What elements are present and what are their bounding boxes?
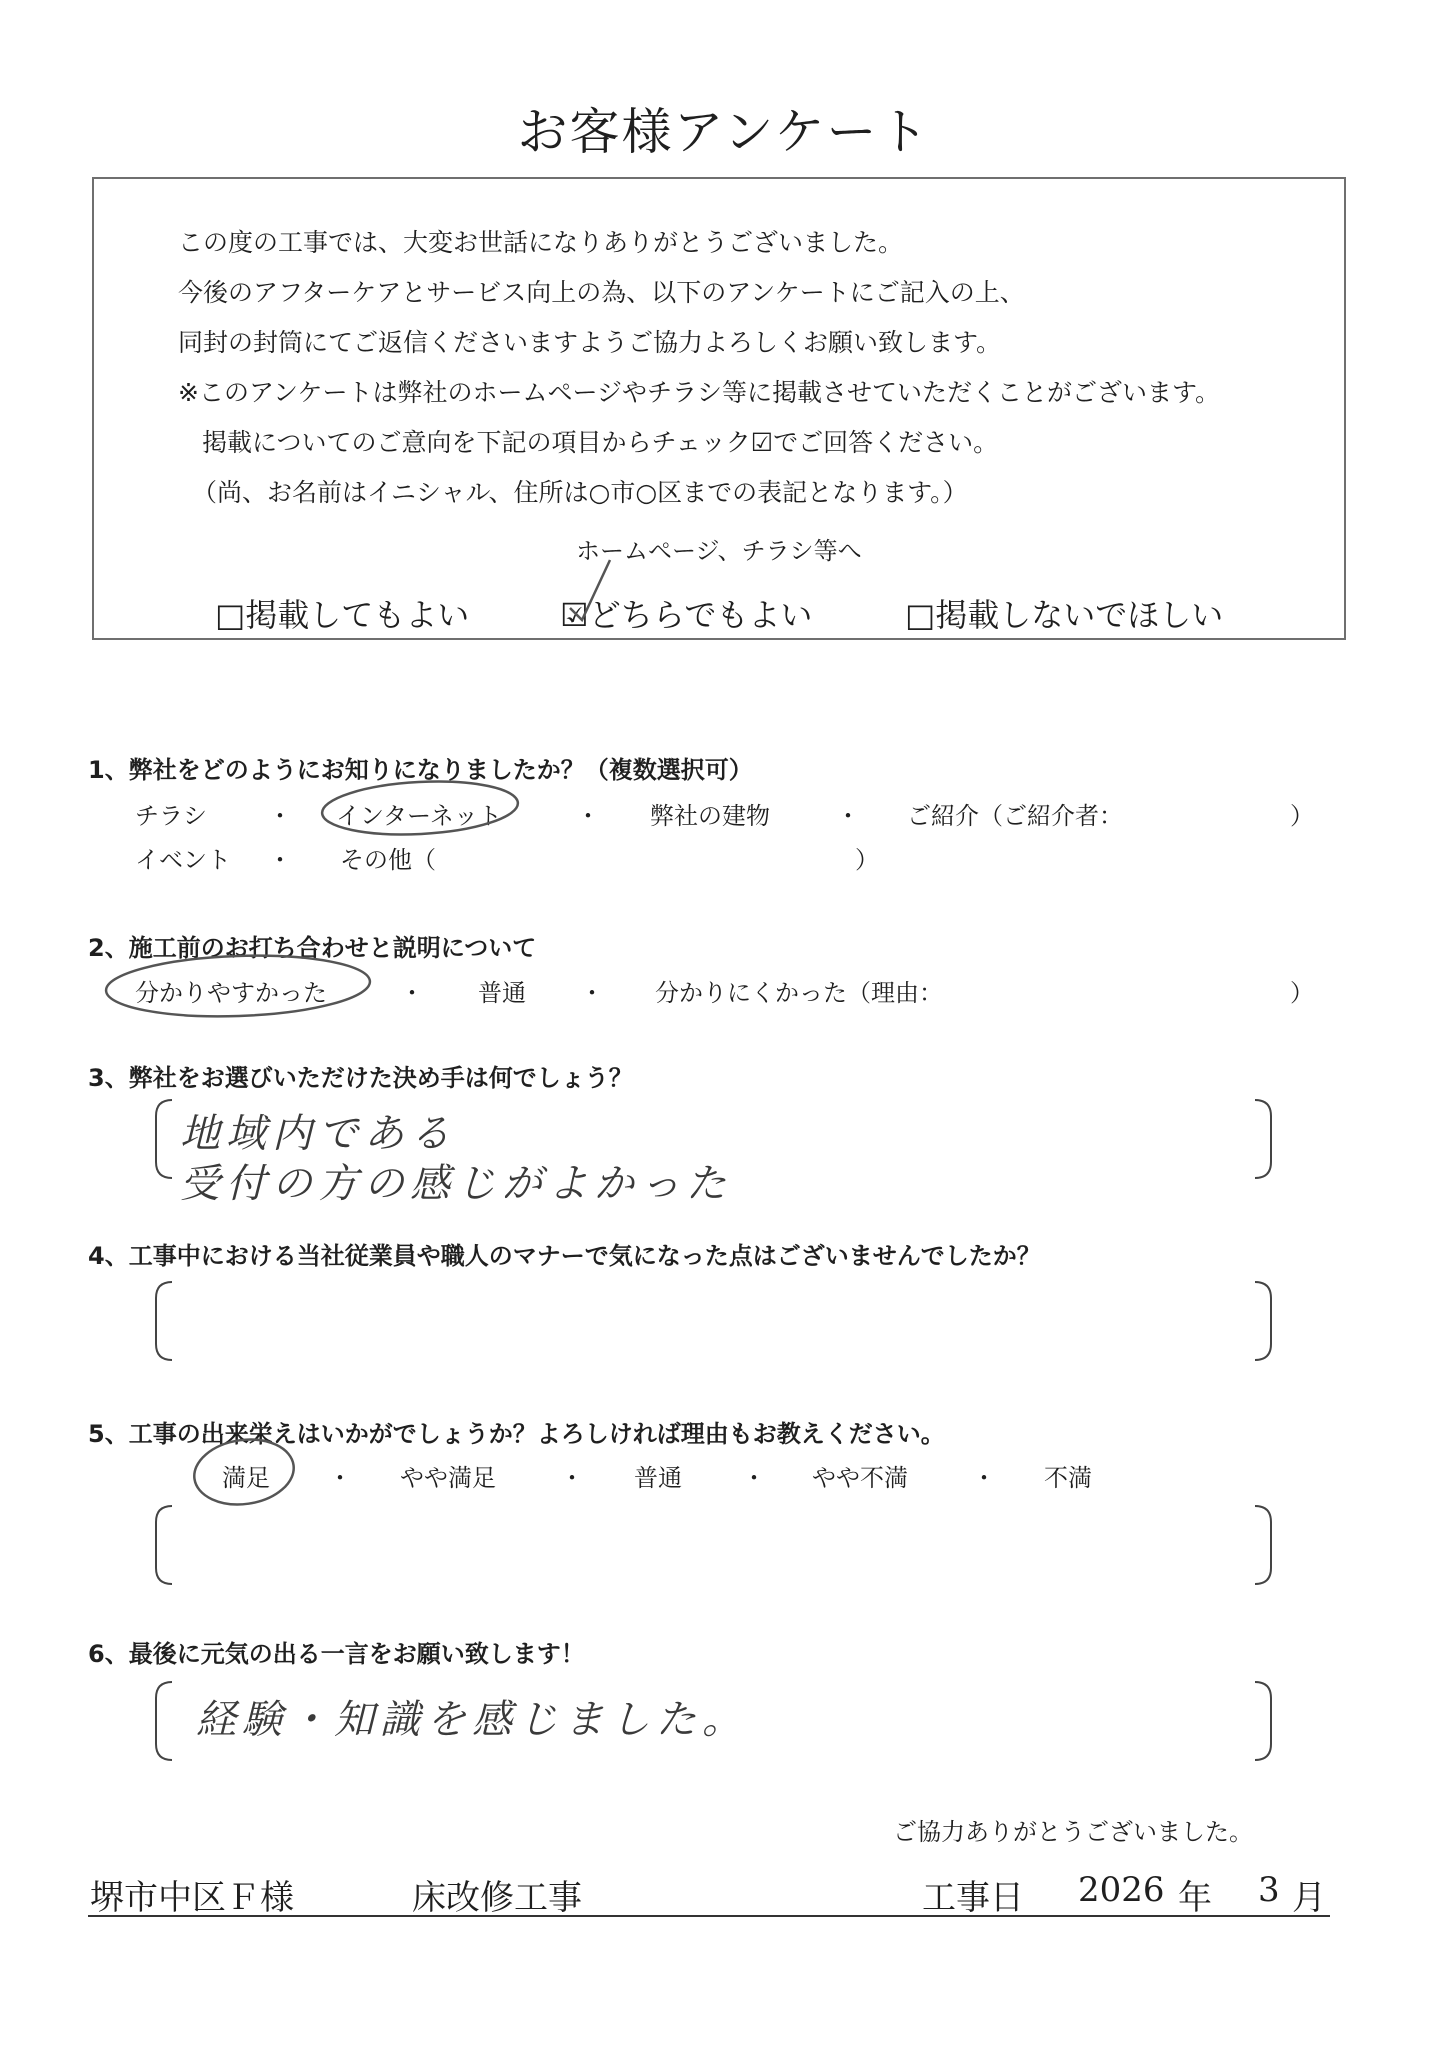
q5-option-satisfied[interactable]: 満足 bbox=[222, 1464, 270, 1492]
q2-option-easy[interactable]: 分かりやすかった bbox=[135, 979, 327, 1007]
question-4: 4、工事中における当社従業員や職人のマナーで気になった点はございませんでしたか？ bbox=[88, 1242, 1041, 1270]
q5-option-somewhat-satisfied[interactable]: やや満足 bbox=[400, 1464, 496, 1492]
footer-date-label: 工事日 bbox=[922, 1878, 1024, 1918]
q2-separator: ・ bbox=[580, 979, 604, 1007]
q5-separator: ・ bbox=[742, 1464, 766, 1492]
q5-satisfied-circle bbox=[190, 1433, 298, 1510]
q5-option-somewhat-dissatisfied[interactable]: やや不満 bbox=[812, 1464, 908, 1492]
q3-handwritten-line-2: 受付の方の感じがよかった bbox=[180, 1161, 732, 1207]
q6-answer-bracket-right bbox=[1255, 1682, 1271, 1760]
q2-separator: ・ bbox=[400, 979, 424, 1007]
q1-other-close: ） bbox=[855, 846, 879, 874]
q1-option-referral[interactable]: ご紹介（ご紹介者： bbox=[907, 802, 1123, 830]
publish-option-ok[interactable]: □掲載してもよい bbox=[215, 596, 470, 634]
q2-option-normal[interactable]: 普通 bbox=[478, 979, 526, 1007]
q2-hard-close: ） bbox=[1290, 979, 1314, 1007]
q2-option-hard[interactable]: 分かりにくかった（理由： bbox=[655, 979, 943, 1007]
q5-option-normal[interactable]: 普通 bbox=[634, 1464, 682, 1492]
q1-option-internet[interactable]: インターネット bbox=[336, 802, 502, 830]
survey-title: お客様アンケート bbox=[517, 103, 931, 161]
thanks-text: ご協力ありがとうございました。 bbox=[893, 1818, 1253, 1846]
q5-option-dissatisfied[interactable]: 不満 bbox=[1044, 1464, 1092, 1492]
q2-easy-circle bbox=[105, 951, 371, 1020]
footer-year: 2026 bbox=[1078, 1870, 1165, 1910]
q1-option-flyer[interactable]: チラシ bbox=[135, 802, 207, 830]
q5-separator: ・ bbox=[560, 1464, 584, 1492]
q1-separator: ・ bbox=[268, 802, 292, 830]
q4-answer-bracket-left bbox=[156, 1282, 172, 1360]
question-5: 5、工事の出来栄えはいかがでしょうか？よろしければ理由もお教えください。 bbox=[88, 1420, 945, 1448]
q3-answer-bracket-right bbox=[1255, 1100, 1271, 1178]
q1-option-other[interactable]: その他（ bbox=[340, 846, 436, 874]
q1-option-event[interactable]: イベント bbox=[135, 846, 231, 874]
intro-line-1: この度の工事では、大変お世話になりありがとうございました。 bbox=[178, 228, 904, 257]
q1-internet-circle bbox=[321, 777, 519, 839]
q5-separator: ・ bbox=[972, 1464, 996, 1492]
footer-customer: 堺市中区Ｆ様 bbox=[90, 1878, 294, 1918]
intro-line-6: （尚、お名前はイニシャル、住所は○市○区までの表記となります。） bbox=[192, 478, 968, 507]
publish-option-no[interactable]: □掲載しないでほしい bbox=[905, 596, 1224, 634]
q1-separator: ・ bbox=[268, 846, 292, 874]
footer-year-unit: 年 bbox=[1178, 1878, 1212, 1918]
q1-separator: ・ bbox=[576, 802, 600, 830]
intro-line-5: 掲載についてのご意向を下記の項目からチェック☑でご回答ください。 bbox=[202, 428, 999, 457]
q6-answer-bracket-left bbox=[156, 1682, 172, 1760]
footer-month: 3 bbox=[1258, 1870, 1280, 1910]
q4-answer-bracket-right bbox=[1255, 1282, 1271, 1360]
q1-option-building[interactable]: 弊社の建物 bbox=[650, 802, 770, 830]
publish-option-either[interactable]: ☑どちらでもよい bbox=[560, 596, 813, 634]
intro-line-2: 今後のアフターケアとサービス向上の為、以下のアンケートにご記入の上、 bbox=[178, 278, 1025, 307]
q5-answer-bracket-right bbox=[1255, 1506, 1271, 1584]
publish-heading: ホームページ、チラシ等へ bbox=[576, 537, 862, 565]
footer-month-unit: 月 bbox=[1292, 1878, 1326, 1918]
intro-line-3: 同封の封筒にてご返信くださいますようご協力よろしくお願い致します。 bbox=[178, 328, 1002, 357]
q3-handwritten-line-1: 地域内である bbox=[180, 1111, 456, 1157]
question-2: 2、施工前のお打ち合わせと説明について bbox=[88, 934, 537, 962]
q5-answer-bracket-left bbox=[156, 1506, 172, 1584]
q1-separator: ・ bbox=[836, 802, 860, 830]
question-1: 1、弊社をどのようにお知りになりましたか？（複数選択可） bbox=[88, 756, 753, 784]
q6-handwritten-answer: 経験・知識を感じました。 bbox=[196, 1697, 748, 1743]
q3-answer-bracket-left bbox=[156, 1100, 172, 1178]
footer-work: 床改修工事 bbox=[412, 1878, 582, 1918]
question-6: 6、最後に元気の出る一言をお願い致します！ bbox=[88, 1640, 585, 1668]
intro-line-4: ※このアンケートは弊社のホームページやチラシ等に掲載させていただくことがございます。 bbox=[178, 378, 1220, 407]
q1-referral-close: ） bbox=[1290, 802, 1314, 830]
q5-separator: ・ bbox=[328, 1464, 352, 1492]
publish-check-mark bbox=[570, 560, 610, 620]
question-3: 3、弊社をお選びいただけた決め手は何でしょう？ bbox=[88, 1064, 633, 1092]
